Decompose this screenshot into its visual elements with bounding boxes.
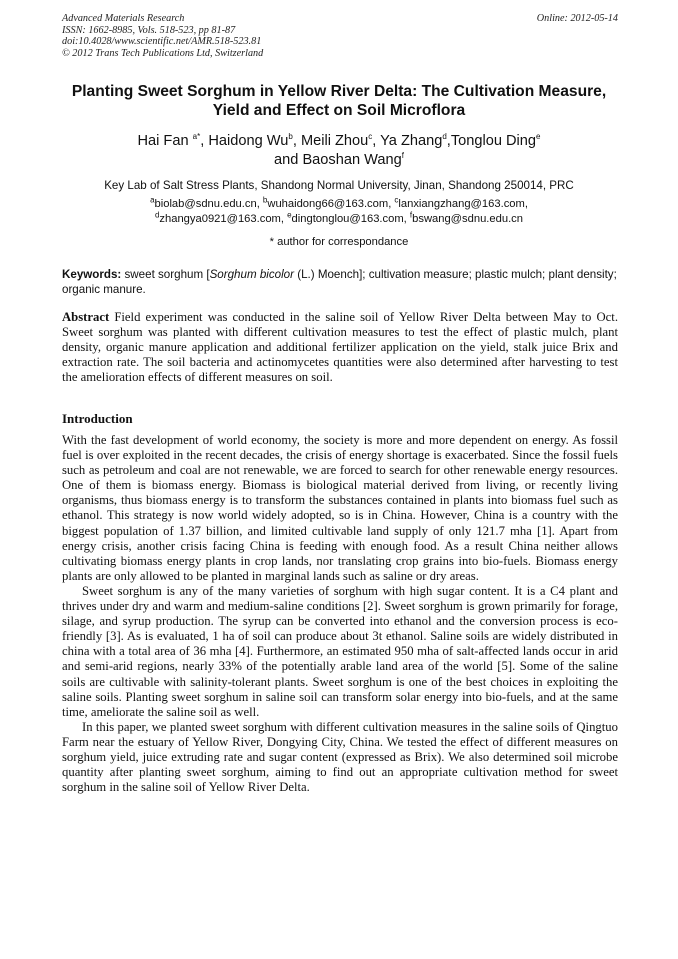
- author-name: Meili Zhou: [300, 133, 369, 149]
- email-address[interactable]: zhangya0921@163.com,: [159, 213, 288, 225]
- author-sup: d: [442, 132, 447, 142]
- email-sup: a: [150, 195, 155, 205]
- author-line-1: [40, 132, 638, 151]
- title-line-2: Yield and Effect on Soil Microflora: [212, 102, 466, 119]
- email-line-1: [40, 197, 638, 212]
- author-emails: [40, 197, 638, 227]
- copyright-line: © 2012 Trans Tech Publications Ltd, Switzerland: [62, 47, 264, 59]
- email-address[interactable]: wuhaidong66@163.com,: [267, 198, 395, 210]
- paper-title: [40, 82, 638, 120]
- title-line-1: Planting Sweet Sorghum in Yellow River Delta: The Cultivation Measure,: [71, 83, 607, 100]
- section-heading-introduction: Introduction: [62, 411, 133, 426]
- abstract: [62, 310, 618, 385]
- keywords-text: sweet sorghum [: [121, 268, 210, 281]
- email-address[interactable]: biolab@sdnu.edu.cn,: [154, 198, 263, 210]
- keywords: [62, 267, 618, 297]
- author-name: Haidong Wu: [208, 133, 289, 149]
- author-name: Hai Fan: [137, 133, 189, 149]
- author-sup: c: [368, 132, 373, 142]
- email-sup: d: [154, 210, 160, 220]
- author-sup: b: [288, 132, 293, 142]
- affiliation: Key Lab of Salt Stress Plants, Shandong Normal University, Jinan, Shandong 250014, PRC: [104, 179, 574, 192]
- author-sup: f: [401, 151, 404, 161]
- journal-header: [62, 13, 618, 59]
- online-date: Online: 2012-05-14: [536, 13, 618, 24]
- keywords-text-rest: (L.) Moench]; cultivation measure; plastic mulch; plant density; organic manure.: [62, 268, 617, 297]
- author-name: and Baoshan Wang: [274, 152, 402, 168]
- abstract-label: Abstract: [62, 310, 110, 324]
- author-sep: ,: [372, 133, 381, 149]
- keywords-label: Keywords:: [62, 268, 122, 281]
- email-address[interactable]: bswang@sdnu.edu.cn: [412, 213, 524, 225]
- author-line-2: [40, 151, 638, 170]
- email-sup: c: [394, 195, 399, 205]
- author-sep: ,: [200, 133, 209, 149]
- paragraph: Sweet sorghum is any of the many varieties of sorghum with high sugar content. It is a C4 plant and thrives under dry and warm and medium-saline conditions [2]. Sweet sorghum is grown primarily for forage, silage, and syrup production. The syrup can be converted into ethanol and the conversion process is eco-friendly [3]. As is evaluated, 1 ha of soil can produce about 3t ethanol. Saline soils are widely distributed in china with a total area of 36 mha [4]. Furthermore, an estimated 950 mha of salt-affected lands occur in arid and semi-arid regions, nearly 33% of the potentially arable land area of the world [5]. Some of the saline soils are cultivable with salinity-tolerant plants. Sweet sorghum is one of the best choices in exploiting the saline soils. Planting sweet sorghum in saline soil can transform solar energy into bio-fuels, and at the same time, ameliorate the saline soil as well.: [62, 583, 618, 719]
- email-sup: f: [409, 210, 413, 220]
- introduction-body: [62, 433, 618, 795]
- abstract-text: Field experiment was conducted in the saline soil of Yellow River Delta between May to Oct. Sweet sorghum was planted with different cultivation measures to test the effect of plastic mulch, plant density, organic manure application and additional fertilizer application on the yield, stalk juice Brix and extraction rate. The soil bacteria and actinomycetes quantities were also determined after harvesting to test the amelioration effects of different measures on soil.: [62, 310, 618, 385]
- paragraph: In this paper, we planted sweet sorghum with different cultivation measures in the saline soils of Qingtuo Farm near the estuary of Yellow River, Dongying City, China. We tested the effect of different measures on sorghum yield, juice extruding rate and sugar content (expressed as Brix). We also determined soil microbe quantity after planting sweet sorghum, aiming to find out an appropriate cultivation method for sweet sorghum in the saline soil of Yellow River Delta.: [62, 719, 618, 795]
- author-name: Tonglou Ding: [450, 133, 537, 149]
- email-sup: b: [262, 195, 268, 205]
- email-address[interactable]: dingtonglou@163.com,: [291, 213, 410, 225]
- email-address[interactable]: lanxiangzhang@163.com,: [398, 198, 528, 210]
- author-sep: ,: [446, 133, 451, 149]
- email-sup: e: [287, 210, 292, 220]
- author-list: [40, 132, 638, 170]
- author-sup: a*: [192, 132, 201, 142]
- issn-line: ISSN: 1662-8985, Vols. 518-523, pp 81-87: [62, 24, 236, 36]
- author-sup: e: [536, 132, 541, 142]
- keywords-species: Sorghum bicolor: [209, 268, 294, 281]
- journal-name: Advanced Materials Research: [62, 13, 185, 24]
- email-line-2: [40, 212, 638, 227]
- author-sep: ,: [292, 133, 301, 149]
- doi-line: doi:10.4028/www.scientific.net/AMR.518-523.81: [62, 36, 262, 48]
- author-name: Ya Zhang: [380, 133, 443, 149]
- paragraph: With the fast development of world economy, the society is more and more dependent on energy. As fossil fuel is over exploited in the recent decades, the crisis of energy shortage is exacerbated. Since the fossil fuels such as petroleum and coal are not renewable, we are forced to search for other renewable energy resources. One of them is biomass energy. Biomass is biological material derived from living, or recently living organisms, thus biomass energy is to transform the substances contained in plants into biomass fuel such as ethanol. This strategy is now world widely adopted, so is in China. However, China is a country with the biggest population of 1.37 billion, and limited cultivable land supply of only 121.7 mha [1]. Apart from energy crisis, another crisis facing China is feeding with enough food. As a result China neither allows cultivating biomass energy plants in crop lands, nor translating crop grains into bio-fuels. Biomass energy plants are only allowed to be planted in marginal lands such as saline or dry areas.: [62, 433, 618, 583]
- correspondence-note: * author for correspondance: [269, 236, 409, 248]
